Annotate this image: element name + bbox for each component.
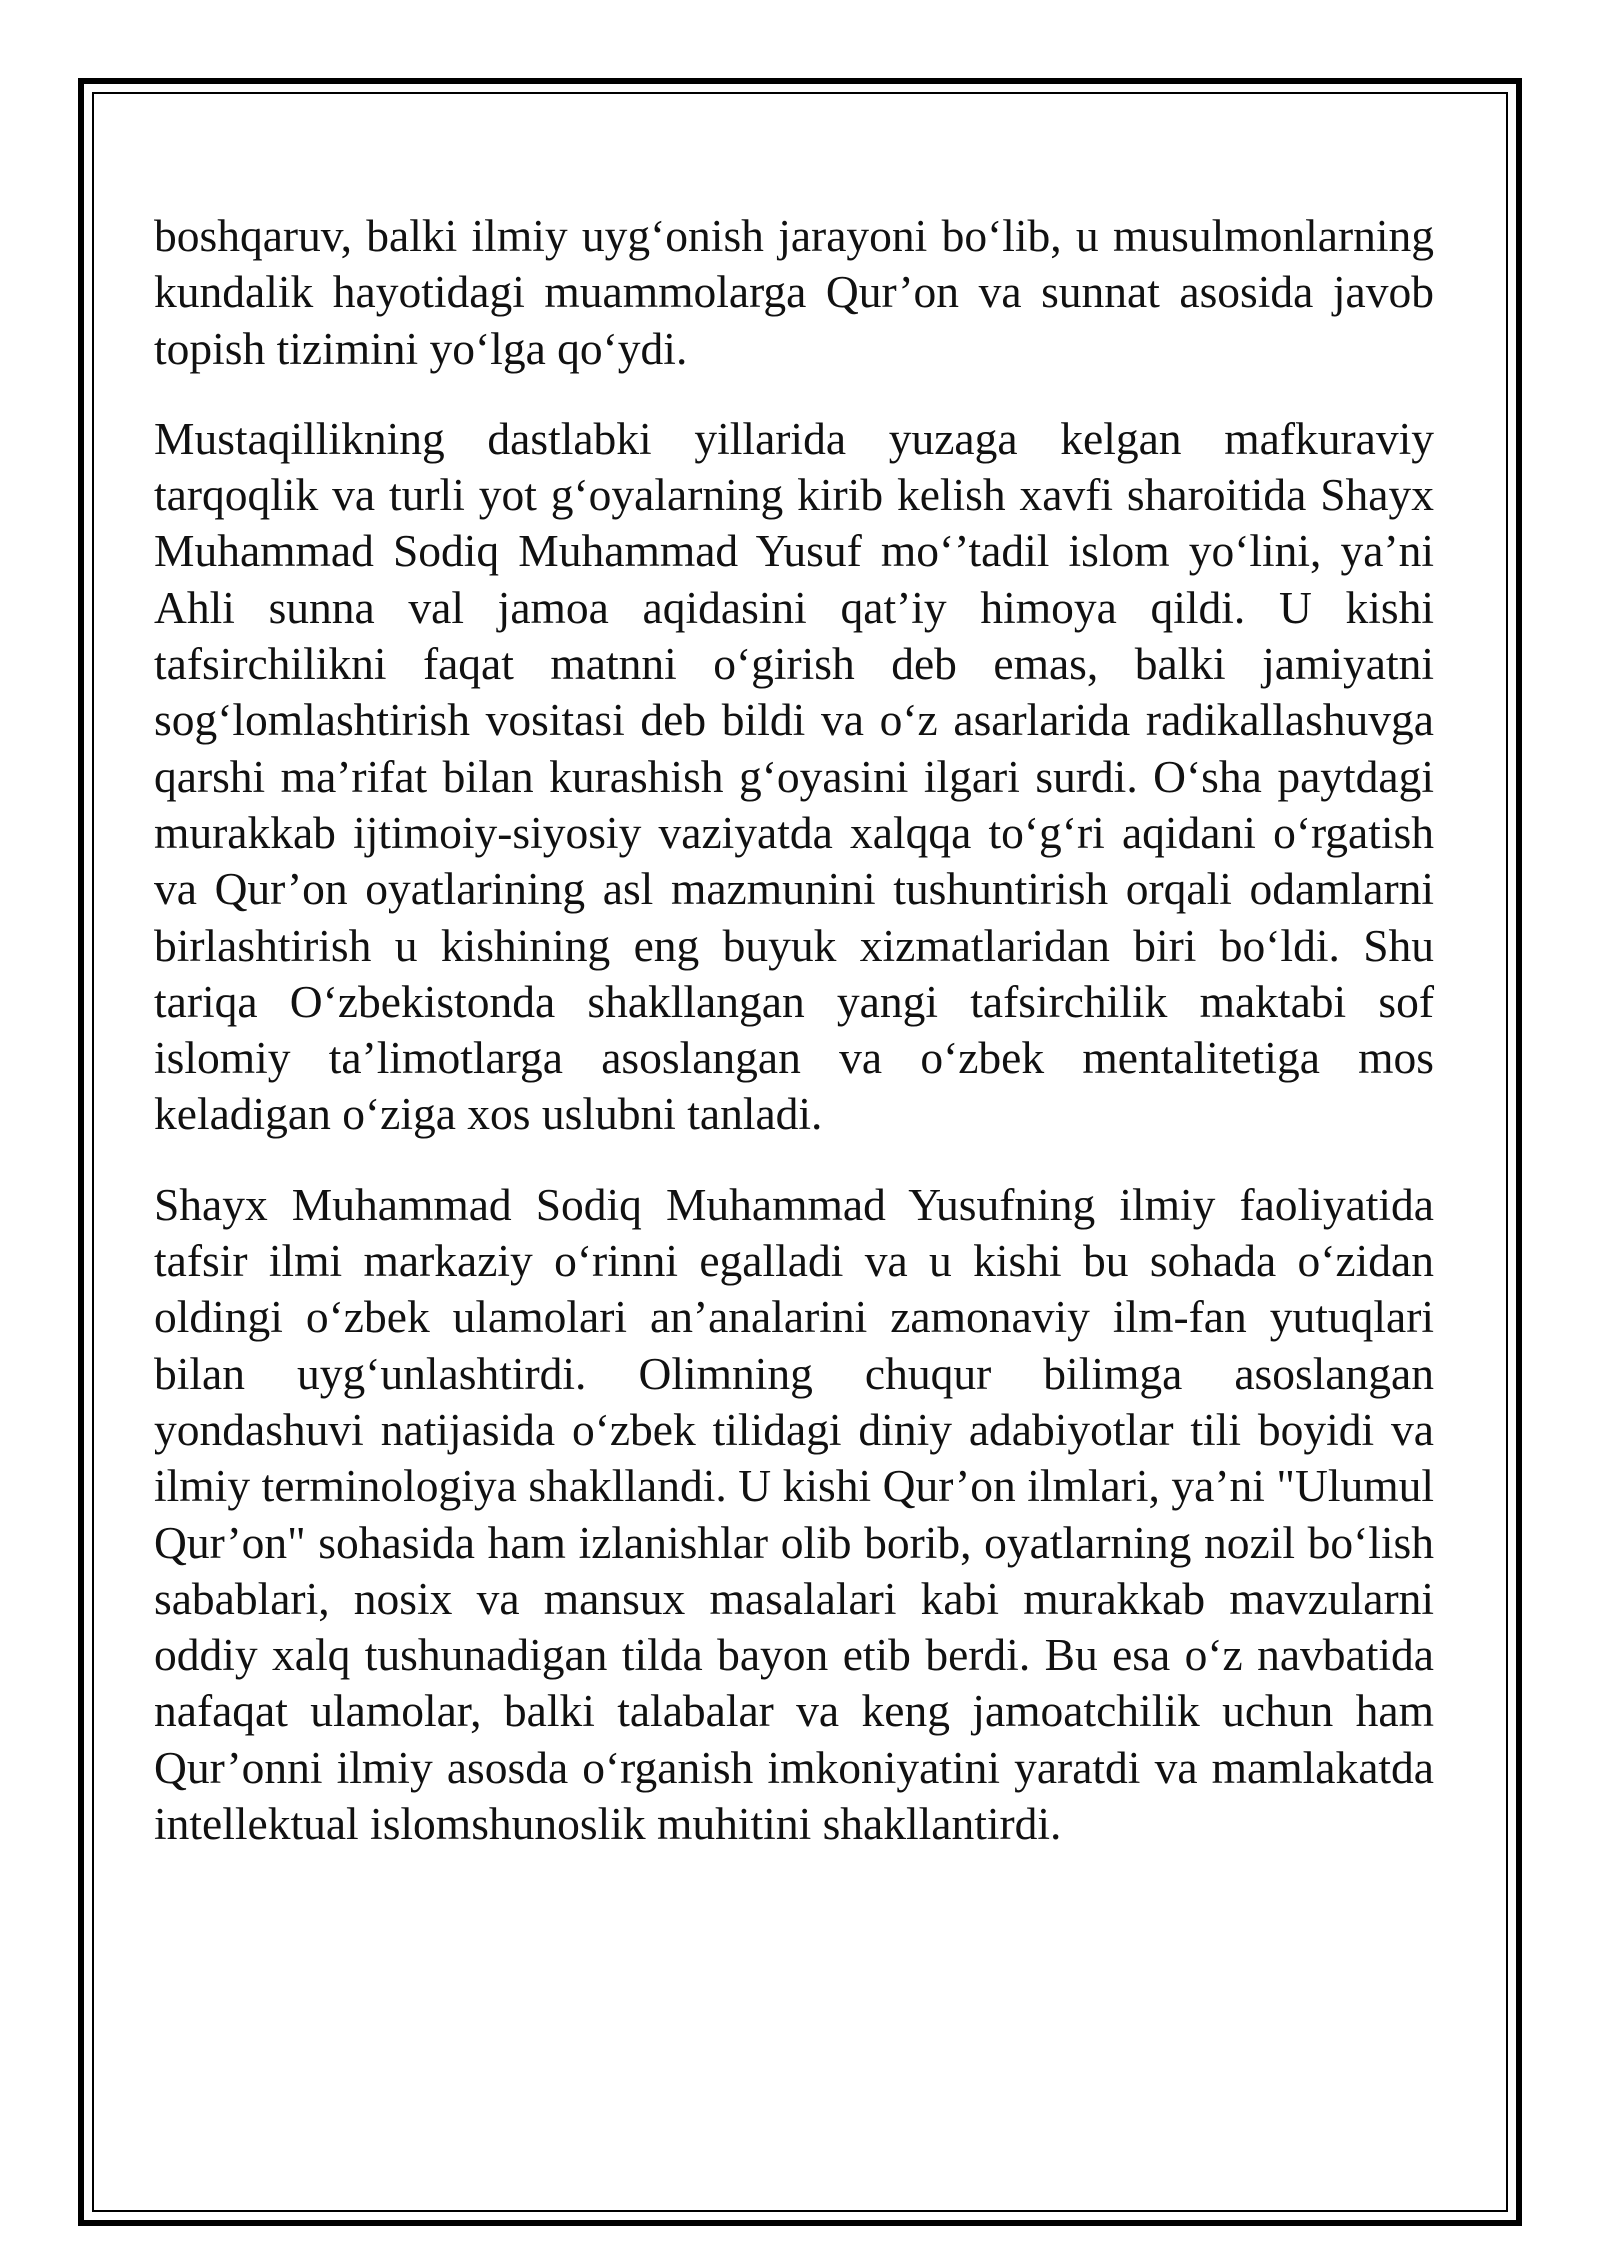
document-body [154,208,1434,1886]
paragraph-1: boshqaruv, balki ilmiy uyg‘onish jarayoni bo‘lib, u musulmonlarning kundalik hayotidagi muammolarga Qur’on va sunnat asosida javob topish tizimini yo‘lga qo‘ydi. [154,210,1434,374]
paragraph-2: Mustaqillikning dastlabki yillarida yuzaga kelgan mafkuraviy tarqoqlik va turli yot g‘oyalarning kirib kelish xavfi sharoitida Shayx Muhammad Sodiq Muhammad Yusuf mo‘’tadil islom yo‘lini, ya’ni Ahli sunna val jamoa aqidasini qat’iy himoya qildi. U kishi tafsirchilikni faqat matnni o‘girish deb emas, balki jamiyatni sog‘lomlashtirish vositasi deb bildi va o‘z asarlarida radikallashuvga qarshi ma’rifat bilan kurashish g‘oyasini ilgari surdi. O‘sha paytdagi murakkab ijtimoiy-siyosiy vaziyatda xalqqa to‘g‘ri aqidani o‘rgatish va Qur’on oyatlarining asl mazmunini tushuntirish orqali odamlarni birlashtirish u kishining eng buyuk xizmatlaridan biri bo‘ldi. Shu tariqa O‘zbekistonda shakllangan yangi tafsirchilik maktabi sof islomiy ta’limotlarga asoslangan va o‘zbek mentalitetiga mos keladigan o‘ziga xos uslubni tanladi. [154,412,1434,1140]
paragraph-3: Shayx Muhammad Sodiq Muhammad Yusufning ilmiy faoliyatida tafsir ilmi markaziy o‘rinni egalladi va u kishi bu sohada o‘zidan oldingi o‘zbek ulamolari an’analarini zamonaviy ilm-fan yutuqlari bilan uyg‘unlashtirdi. Olimning chuqur bilimga asoslangan yondashuvi natijasida o‘zbek tilidagi diniy adabiyotlar tili boyidi va ilmiy terminologiya shakllandi. U kishi Qur’on ilmlari, ya’ni "Ulumul Qur’on" sohasida ham izlanishlar olib borib, oyatlarning nozil bo‘lish sabablari, nosix va mansux masalalari kabi murakkab mavzularni oddiy xalq tushunadigan tilda bayon etib berdi. Bu esa o‘z navbatida nafaqat ulamolar, balki talabalar va keng jamoatchilik uchun ham Qur’onni ilmiy asosda o‘rganish imkoniyatini yaratdi va mamlakatda intellektual islomshunoslik muhitini shakllantirdi. [154,1178,1434,1850]
